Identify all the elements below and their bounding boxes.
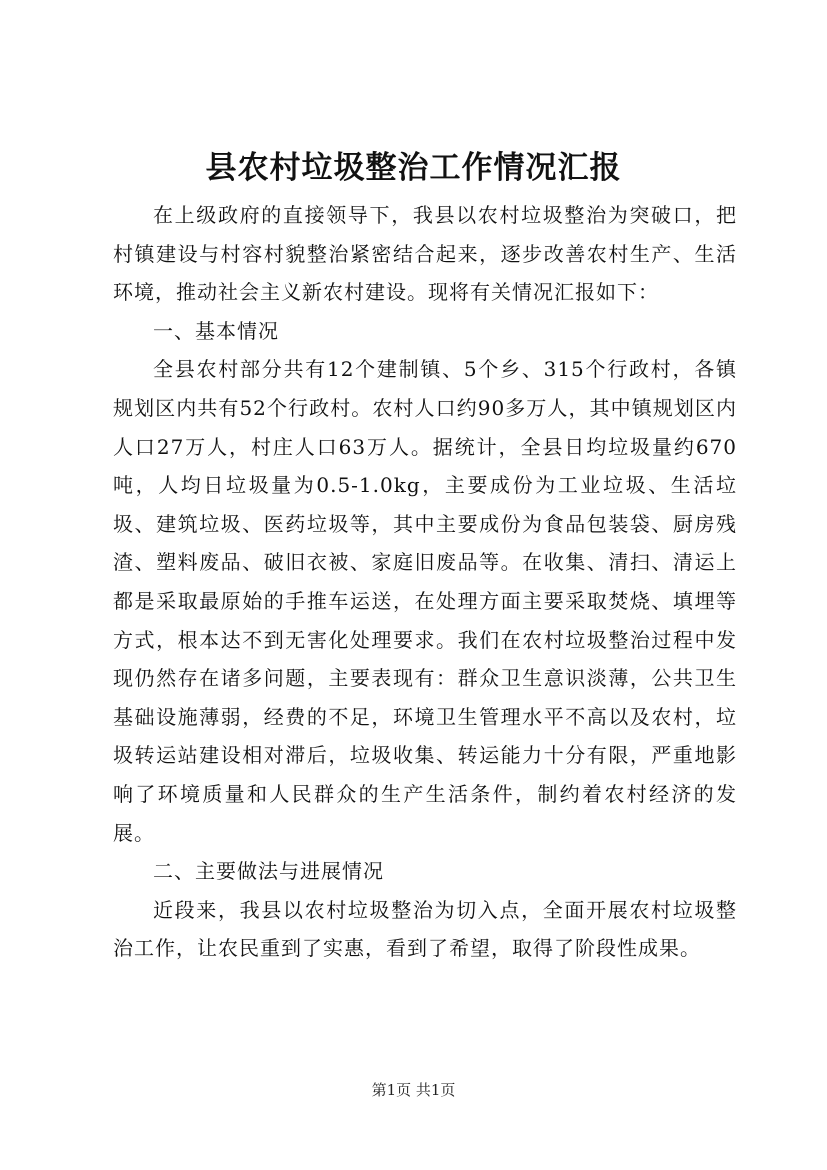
section-heading-basic-situation: 一、基本情况 [153, 318, 279, 343]
paragraph-intro: 在上级政府的直接领导下，我县以农村垃圾整治为突破口，把村镇建设与村容村貌整治紧密结合起来，逐步改善农村生产、生活环境，推动社会主义新农村建设。现将有关情况汇报如下： [113, 203, 737, 305]
document-body [113, 196, 737, 968]
paragraph-basic-situation: 全县农村部分共有12个建制镇、5个乡、315个行政村，各镇规划区内共有52个行政村。农村人口约90多万人，其中镇规划区内人口27万人，村庄人口63万人。据统计，全县日均垃圾量约670吨，人均日垃圾量为0.5-1.0kg，主要成份为工业垃圾、生活垃圾、建筑垃圾、医药垃圾等，其中主要成份为食品包装袋、厨房残渣、塑料废品、破旧衣被、家庭旧废品等。在收集、清扫、清运上都是采取最原始的手推车运送，在处理方面主要采取焚烧、填埋等方式，根本达不到无害化处理要求。我们在农村垃圾整治过程中发现仍然存在诸多问题，主要表现有：群众卫生意识淡薄，公共卫生基础设施薄弱，经费的不足，环境卫生管理水平不高以及农村，垃圾转运站建设相对滞后，垃圾收集、转运能力十分有限，严重地影响了环境质量和人民群众的生产生活条件，制约着农村经济的发展。 [113, 357, 737, 845]
section-heading-main-practices: 二、主要做法与进展情况 [153, 859, 384, 884]
page-number-footer: 第1页 共1页 [371, 1081, 456, 1099]
document-title: 县农村垃圾整治工作情况汇报 [205, 150, 622, 186]
paragraph-main-practices: 近段来，我县以农村垃圾整治为切入点，全面开展农村垃圾整治工作，让农民重到了实惠，看到了希望，取得了阶段性成果。 [113, 897, 737, 961]
